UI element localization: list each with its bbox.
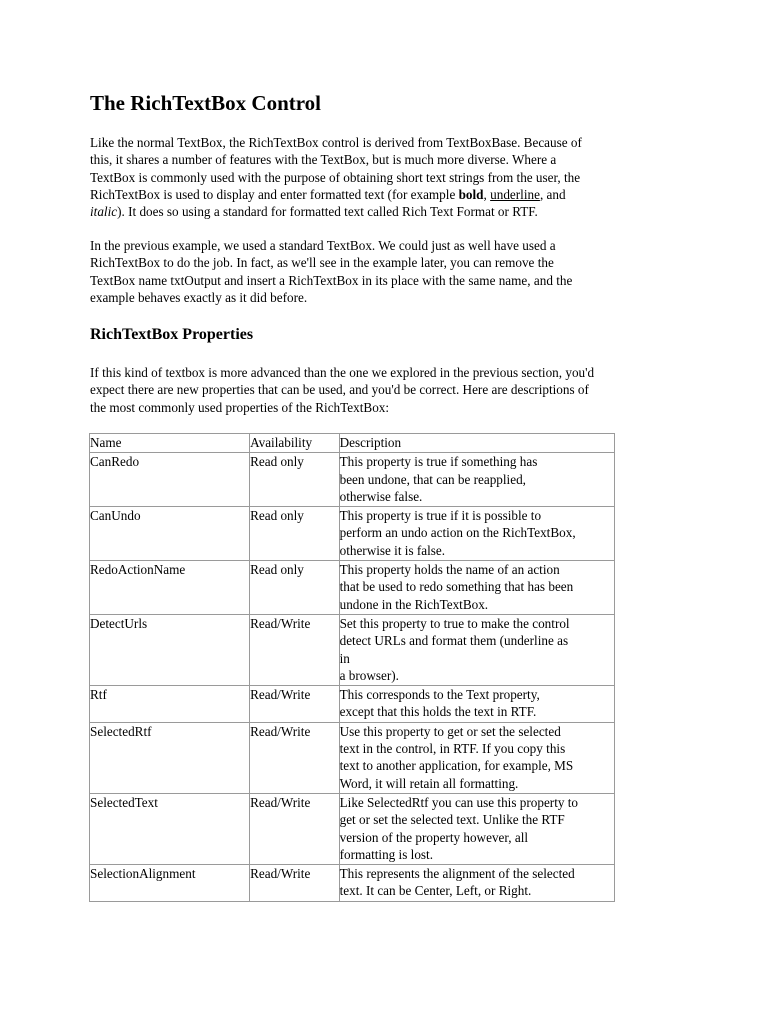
description-line: otherwise it is false.: [339, 542, 446, 558]
description-line: Set this property to true to make the control: [339, 615, 570, 631]
property-description-cell: [339, 614, 614, 685]
property-description-cell: [339, 507, 614, 561]
page-title: The RichTextBox Control: [90, 91, 322, 115]
intro-line-4: [90, 186, 650, 203]
header-name: Name: [90, 434, 250, 453]
description-line: that be used to redo something that has been: [339, 579, 574, 595]
property-availability-cell: Read/Write: [250, 722, 340, 793]
italic-example: italic: [90, 204, 118, 220]
property-description-cell: [339, 453, 614, 507]
description-line: This represents the alignment of the selected: [339, 866, 575, 882]
property-name-cell: CanUndo: [90, 507, 250, 561]
description-line: This corresponds to the Text property,: [339, 687, 540, 703]
description-line: Use this property to get or set the selected: [339, 723, 561, 739]
intro-line-3: TextBox is commonly used with the purpose of obtaining short text strings from the user, the: [90, 169, 581, 185]
property-description-cell: [339, 561, 614, 615]
header-availability: Availability: [250, 434, 340, 453]
table-header-row: [90, 434, 615, 453]
intro-line-2: this, it shares a number of features with the TextBox, but is much more diverse. Where a: [90, 152, 557, 168]
previous-line-4: example behaves exactly as it did before.: [90, 289, 308, 305]
property-availability-cell: Read/Write: [250, 793, 340, 864]
table-row: [90, 614, 615, 685]
description-line: otherwise false.: [339, 488, 423, 504]
description-line: Like SelectedRtf you can use this property to: [339, 794, 579, 810]
section-intro-line-3: the most commonly used properties of the RichTextBox:: [90, 399, 390, 415]
description-line: text. It can be Center, Left, or Right.: [339, 883, 532, 899]
property-name-cell: SelectedText: [90, 793, 250, 864]
intro-line-1: Like the normal TextBox, the RichTextBox control is derived from TextBoxBase. Because of: [90, 135, 582, 150]
table-row: [90, 561, 615, 615]
previous-line-3: TextBox name txtOutput and insert a RichTextBox in its place with the same name, and the: [90, 272, 573, 288]
header-description: Description: [339, 434, 614, 453]
property-name-cell: CanRedo: [90, 453, 250, 507]
description-line: This property holds the name of an action: [339, 562, 560, 578]
intro-line-5-text: ). It does so using a standard for formatted text called Rich Text Format or RTF.: [117, 204, 538, 220]
table-row: [90, 793, 615, 864]
description-line: undone in the RichTextBox.: [339, 596, 489, 612]
table-row: [90, 686, 615, 723]
bold-example: bold: [458, 186, 484, 202]
description-line: get or set the selected text. Unlike the RTF: [339, 812, 565, 828]
property-description-cell: [339, 722, 614, 793]
property-description-cell: [339, 865, 614, 902]
table-row: [90, 453, 615, 507]
previous-example-paragraph: [90, 237, 650, 306]
table-row: [90, 722, 615, 793]
intro-separator-1: ,: [483, 186, 491, 202]
intro-line-4-text: RichTextBox is used to display and enter formatted text (for example: [90, 186, 459, 202]
table-row: [90, 507, 615, 561]
intro-line-5: [90, 203, 650, 220]
section-intro-line-2: expect there are new properties that can be used, and you'd be correct. Here are descriptions of: [90, 382, 589, 398]
property-availability-cell: Read only: [250, 561, 340, 615]
properties-table-body: [90, 434, 615, 902]
property-name-cell: Rtf: [90, 686, 250, 723]
intro-paragraph: [90, 134, 650, 220]
property-name-cell: SelectedRtf: [90, 722, 250, 793]
underline-example: underline: [490, 186, 540, 202]
description-line: perform an undo action on the RichTextBox,: [339, 525, 576, 541]
previous-line-2: RichTextBox to do the job. In fact, as we'll see in the example later, you can remove the: [90, 255, 554, 271]
description-line: This property is true if something has: [339, 454, 538, 470]
description-line: This property is true if it is possible to: [339, 508, 542, 524]
intro-separator-2: , and: [539, 186, 566, 202]
properties-table: [89, 433, 615, 902]
description-line: detect URLs and format them (underline as: [339, 633, 569, 649]
property-description-cell: [339, 686, 614, 723]
property-availability-cell: Read/Write: [250, 686, 340, 723]
description-line: formatting is lost.: [339, 846, 434, 862]
table-row: [90, 865, 615, 902]
description-line: a browser).: [339, 667, 399, 683]
description-line: in: [339, 650, 350, 666]
property-availability-cell: Read/Write: [250, 614, 340, 685]
description-line: text to another application, for example, MS: [339, 758, 574, 774]
description-line: text in the control, in RTF. If you copy this: [339, 741, 566, 757]
previous-line-1: In the previous example, we used a standard TextBox. We could just as well have used a: [90, 238, 556, 253]
description-line: except that this holds the text in RTF.: [339, 704, 537, 720]
property-name-cell: DetectUrls: [90, 614, 250, 685]
property-description-cell: [339, 793, 614, 864]
description-line: version of the property however, all: [339, 829, 529, 845]
section-heading: RichTextBox Properties: [90, 326, 254, 343]
property-name-cell: RedoActionName: [90, 561, 250, 615]
description-line: been undone, that can be reapplied,: [339, 471, 526, 487]
section-intro-line-1: If this kind of textbox is more advanced than the one we explored in the previous section, you'd: [90, 365, 595, 380]
property-availability-cell: Read only: [250, 507, 340, 561]
property-availability-cell: Read only: [250, 453, 340, 507]
section-intro-paragraph: [90, 364, 650, 416]
property-name-cell: SelectionAlignment: [90, 865, 250, 902]
property-availability-cell: Read/Write: [250, 865, 340, 902]
description-line: Word, it will retain all formatting.: [339, 775, 519, 791]
